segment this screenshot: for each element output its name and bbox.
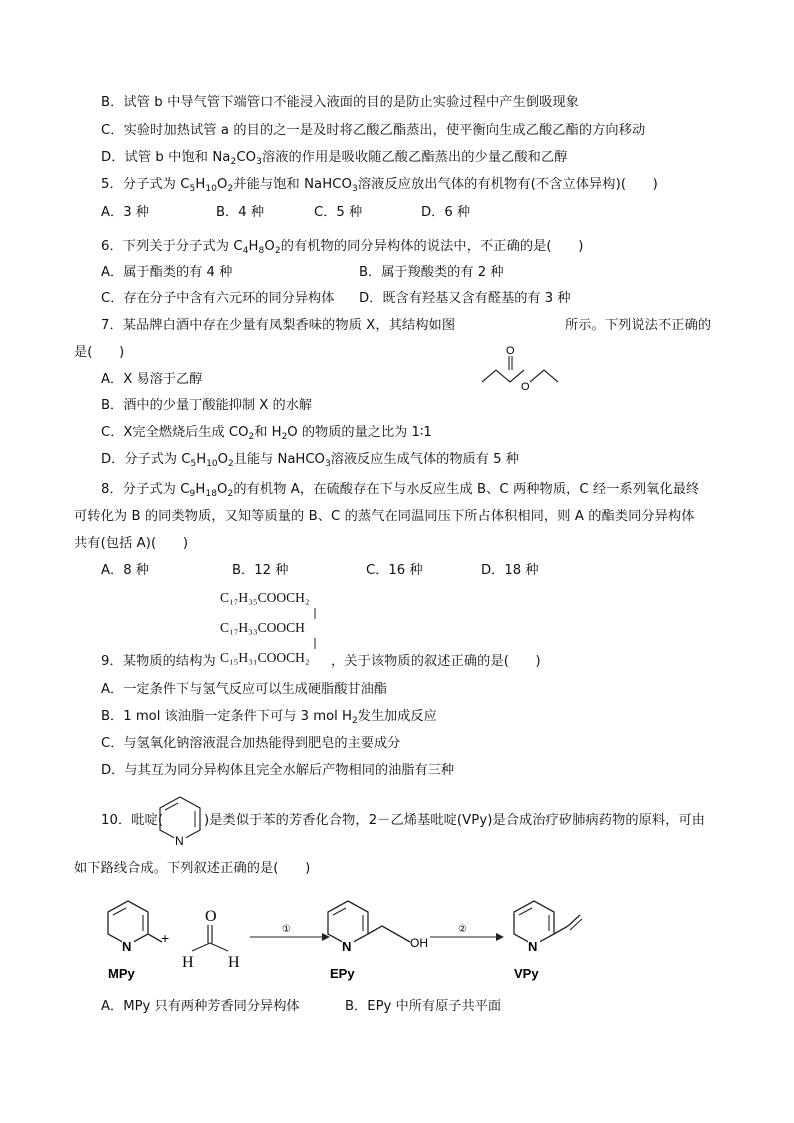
mpy-n: N <box>122 939 132 954</box>
q6-stem: 6．下列关于分子式为 $C_4H_8O_2$的有机物的同分异构体的说法中，不正确的是( ) <box>101 239 584 256</box>
q8-stem: 8．分子式为 $C_9H_{18}O_2$的有机物 A，在硫酸存在下与水反应生成 B、C 两种物质，C 经一系列氧化最终 <box>101 482 700 499</box>
mpy-label: MPy <box>108 966 135 981</box>
q4-option-c: C．实验时加热试管 a 的目的之一是及时将乙酸乙酯蒸出，使平衡向生成乙酸乙酯的方向移动 <box>101 123 646 138</box>
q8-option-d: D．18 种 <box>481 563 539 578</box>
step-1-label: ① <box>282 924 291 935</box>
pyridine-n: N <box>175 834 184 848</box>
q4-option-d: D．试管 b 中饱和 $Na_2CO_3$溶液的作用是吸收随乙酸乙酯蒸出的少量乙酸和乙醇 <box>101 150 568 167</box>
epy-structure <box>328 901 428 954</box>
q10-stem: 10．吡啶( <box>101 813 164 828</box>
epy-n: N <box>342 939 352 954</box>
q6-option-b: B．属于羧酸类的有 2 种 <box>359 265 504 280</box>
q7-stem: 7．某品牌白酒中存在少量有凤梨香味的物质 X，其结构如图 <box>101 318 456 333</box>
q10-option-a: A．MPy 只有两种芳香同分异构体 <box>101 999 300 1014</box>
q7-option-b: B．酒中的少量丁酸能抑制 X 的水解 <box>101 398 313 413</box>
q10-option-b: B．EPy 中所有原子共平面 <box>345 999 502 1014</box>
ester-o-mid: O <box>521 381 530 393</box>
q9-formula-line1: C₁₇H₃₅COOCH₂ <box>220 590 310 605</box>
reaction-scheme <box>100 895 620 985</box>
vpy-structure <box>514 901 582 954</box>
q6-option-d: D．既含有羟基又含有醛基的有 3 种 <box>359 291 571 306</box>
q8-stem-line2: 可转化为 B 的同类物质，又知等质量的 B、C 的蒸气在同温同压下所占体积相同，则 A 的酯类同分异构体 <box>74 509 695 524</box>
plus-sign: + <box>161 930 170 946</box>
q7-stem-line2: 是( ) <box>74 345 125 360</box>
q9-formula-line3: C₁₅H₃₁COOCH₂ <box>220 650 310 665</box>
q8-stem-line3: 共有(包括 A)( ) <box>74 536 189 551</box>
q9-option-a: A．一定条件下与氢气反应可以生成硬脂酸甘油酯 <box>101 682 387 697</box>
q9-glycerol-bonds <box>312 606 320 656</box>
q7-option-a: A．X 易溶于乙醇 <box>101 372 203 387</box>
q5-option-a: A．3 种 <box>101 205 149 220</box>
formaldehyde-o: O <box>205 908 217 925</box>
step-2-label: ② <box>458 924 467 935</box>
ester-structure <box>478 340 598 393</box>
q9-stem: 9．某物质的结构为 <box>101 654 216 669</box>
formaldehyde-structure <box>182 908 240 971</box>
q9-option-d: D．与其互为同分异构体且完全水解后产物相同的油脂有三种 <box>101 763 455 778</box>
epy-oh: OH <box>410 936 428 950</box>
formaldehyde-h-left: H <box>182 954 194 971</box>
q4-option-b: B．试管 b 中导气管下端管口不能浸入液面的目的是防止实验过程中产生倒吸现象 <box>101 95 579 110</box>
formaldehyde-h-right: H <box>228 954 240 971</box>
q5-option-d: D．6 种 <box>421 205 471 220</box>
pyridine-structure <box>156 795 208 848</box>
q9-stem-cont: ，关于该物质的叙述正确的是( ) <box>331 654 541 669</box>
q9-option-b: B．1 mol 该油脂一定条件下可与 3 mol $H_2$发生加成反应 <box>101 709 437 726</box>
q7-stem-cont: 所示。下列说法不正确的 <box>565 318 712 333</box>
q5-option-b: B．4 种 <box>216 205 265 220</box>
ester-o-top: O <box>506 345 515 357</box>
q8-option-c: C．16 种 <box>366 563 423 578</box>
q10-stem-cont: )是类似于苯的芳香化合物，2－乙烯基吡啶(VPy)是合成治疗矽肺病药物的原料，可由 <box>204 813 706 828</box>
q6-option-a: A．属于酯类的有 4 种 <box>101 265 233 280</box>
q10-stem-line2: 如下路线合成。下列叙述正确的是( ) <box>74 861 311 876</box>
epy-label: EPy <box>330 966 355 981</box>
q8-option-a: A．8 种 <box>101 563 149 578</box>
q7-option-c: C．X完全燃烧后生成 $CO_2$和 $H_2O$ 的物质的量之比为 1∶1 <box>101 425 432 442</box>
q9-option-c: C．与氢氧化钠溶液混合加热能得到肥皂的主要成分 <box>101 736 401 751</box>
q8-option-b: B．12 种 <box>232 563 289 578</box>
q5-stem: 5．分子式为 $C_5H_{10}O_2$并能与饱和 NaHCO$_3$溶液反应放出气体的有机物有(不含立体异构)( ) <box>101 177 658 194</box>
q6-option-c: C．存在分子中含有六元环的同分异构体 <box>101 291 335 306</box>
mpy-structure <box>108 901 162 954</box>
q9-formula-line2: C₁₇H₃₃COOCH <box>220 620 305 635</box>
vpy-label: VPy <box>514 966 539 981</box>
vpy-n: N <box>528 939 538 954</box>
q7-option-d: D．分子式为 $C_5H_{10}O_2$且能与 NaHCO$_3$溶液反应生成气体的物质有 5 种 <box>101 452 519 469</box>
q5-option-c: C．5 种 <box>314 205 363 220</box>
